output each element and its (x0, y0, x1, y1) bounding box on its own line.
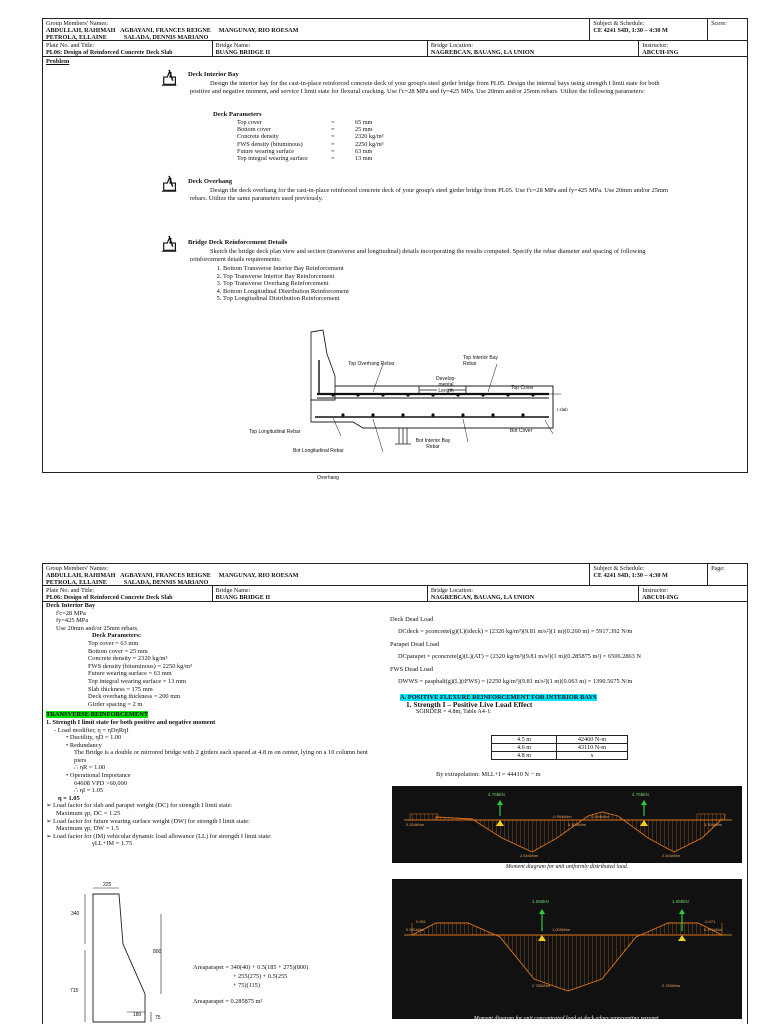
details-list (211, 265, 523, 303)
ductility: Ductility, ηD = 1.00 (69, 734, 122, 742)
param-row: Bottom cover = 25 mm (237, 126, 373, 134)
dc-text: Load factor for slab and parapet weight (DC) for strength I limit state: (52, 802, 233, 810)
param-row: FWS density (bituminous) = 2250 kg/m³ (237, 140, 384, 148)
redundancy-text: The Bridge is a double or mirrored bridge with 2 girders each spaced at 4.8 m on center, lying on a 10 column bent piers (74, 749, 368, 764)
moment-label: 0.971kNm (704, 927, 723, 932)
dim-340: 340 (71, 911, 80, 917)
deck-params-title: Deck Parameters: (92, 632, 142, 640)
fws-dead-load-equation: DWWS = ρasphalt(g)(L)(tFWS) = (2250 kg/m³)(9.81 m/s²)(1 m)(0.063 m) = 1390.5675 N/m (398, 677, 633, 685)
dim-180: 180 (133, 1012, 142, 1018)
param-item: Concrete density = 2320 kg/m³ (88, 655, 168, 663)
interior-bay-title: Deck Interior Bay (46, 602, 96, 609)
label-top-overhang-rebar: Top Overhang Rebar (348, 361, 395, 367)
reaction-label: 4.766kN (488, 792, 505, 797)
param-item: Top integral wearing surface = 13 mm (88, 677, 186, 685)
reaction-label: 1.066kN (672, 899, 689, 904)
label-bot-longitudinal-rebar: Bot Longitudinal Rebar (293, 448, 344, 454)
fy-line: fy=425 MPa (56, 617, 89, 625)
plate-page-1 (42, 18, 748, 481)
deck-params-table (237, 119, 388, 162)
deck-params-list (46, 640, 386, 708)
dim-225: 225 (103, 882, 112, 888)
param-item: Slab thickness = 175 mm (88, 685, 153, 693)
importance: Operational Importance (69, 772, 131, 780)
param-item: Girder spacing = 2 m (88, 700, 143, 708)
dim-715: 715 (70, 988, 79, 994)
score-cell: Score: (711, 20, 727, 27)
moment-label: 2.844kNm (662, 853, 681, 858)
rebar-line: Use 20mm and/or 25mm rebars. (56, 624, 139, 632)
eta-total: η = 1.05 (58, 794, 80, 802)
members-line-1: ABDULLAH, RAHIMAH AGBAYANI, FRANCES REIGNE MANGUNAY, RIO ROESAM (46, 27, 299, 35)
interior-bay-title: Deck Interior Bay (188, 71, 239, 78)
area-result: Areaparapet = 0.285875 m² (193, 998, 263, 1005)
moment-table (491, 735, 628, 760)
overhang-title: Deck Overhang (188, 178, 233, 185)
moment-label: -0.971 (704, 919, 716, 924)
strength-i-title: 1. Strength I – Positive Live Load Effect (406, 700, 533, 710)
transverse-section-title: TRANSVERSE REINFORCEMENT (46, 711, 149, 719)
area-equation-1: Areaparapet = 340(40) + 0.5(185 + 275)(800) (193, 964, 309, 971)
details-text: Sketch the bridge deck plan view and section (transverse and longitudinal) details incorporating the results computed. Specify the rebar diameter and spacing of following reinforcement details requirements: (190, 248, 646, 263)
plate-page-2 (42, 563, 748, 1024)
parapet-sketch (71, 884, 181, 1026)
pencil-hand-icon (161, 69, 179, 87)
header-block (43, 19, 747, 57)
label-developmental-length: Develop- mental Length (435, 376, 456, 394)
ll-text: Load factor for (IM) vehicular dynamic load allowance (LL) for strength I limit state: (52, 832, 272, 840)
deck-section-diagram (223, 324, 583, 469)
dc-value: Maximum γp, DC = 1.25 (56, 810, 121, 818)
label-top-longitudinal-rebar: Top Longitudinal Rebar (249, 429, 301, 435)
load-modifier: Load modifier, η = ηDηRηI (57, 726, 129, 734)
area-equation-2: + 255(275) + 0.5(255 (233, 973, 288, 980)
interior-bay-text: Design the interior bay for the cast-in-place reinforced concrete deck of your group's steel girder bridge from PL05. Design the internal bays using strength I limit state for both positive and negative moment, and service I limit state for flexural cracking. Use f'c=28 MPa and fy=425 MPa. Use 20mm and/or 25mm rebars. Utilize the following parameters: (190, 80, 660, 95)
list-item: 3. Top Transverse Overhang Reinforcement (223, 280, 523, 288)
pencil-hand-icon (161, 235, 179, 253)
moment-diagram-uniform-svg (392, 786, 742, 863)
overhang-text: Design the deck overhang for the cast-in-place reinforced concrete deck of your group's steel girder bridge from PL05. Use f'c=28 MPa and fy=425 MPa. Use 20mm and/or 25mm rebars. Utilize the same parameters used previously. (190, 187, 668, 202)
list-item: 2. Top Transverse Interior Bay Reinforcement (223, 273, 523, 281)
moment-label: 0.304kNm (568, 822, 587, 827)
parapet-dead-load-title: Parapet Dead Load (390, 641, 439, 649)
deck-dead-load-equation: DCdeck = ρconcrete(g)(L)(tdeck) = (2320 kg/m³)(9.81 m/s²)(1 m)(0.260 m) = 5917.392 N/m (398, 627, 633, 635)
label-top-cover: Top Cover (511, 385, 534, 391)
instructor-cell: Instructor: ABCUH-ING (642, 42, 679, 57)
subject-cell: Subject & Schedule: CE 4241 S4D, 1:30 – 4:30 M (590, 564, 708, 585)
moment-diagram-concentrated-svg (392, 879, 742, 1019)
dw-value: Maximum γp, DW = 1.5 (56, 825, 119, 833)
bridge-name-cell: Bridge Name: BUANG BRIDGE II (213, 41, 428, 56)
area-equation-3: + 75)(115) (233, 982, 260, 989)
caption-uniform: Moment diagram for unit uniformly distributed load. (505, 864, 629, 870)
page-cell: Page: (711, 565, 725, 572)
moment-label: 2.844kNm (520, 853, 539, 858)
left-column (46, 602, 386, 848)
caption-concentrated: Moment diagram for unit concentrated load at deck edges representing parapet. (473, 1016, 661, 1022)
label-bot-interior-bay-rebar: Bot Interior Bay Rebar (415, 438, 451, 450)
list-item: 4. Bottom Longitudinal Distribution Reinforcement (223, 288, 523, 296)
moment-label: 2.780kNm (532, 983, 551, 988)
fc-line: f'c=28 MPa (56, 609, 86, 617)
members-line-2: PETROLA, ELLAINE SALADA, DENNIS MARIANO (46, 34, 209, 42)
fws-dead-load-title: FWS Dead Load (390, 666, 433, 674)
param-item: Deck overhang thickness = 200 mm (88, 693, 181, 701)
table-row: 4.5 m 42460 N-m (492, 736, 628, 744)
label-t-slab: t slab (557, 407, 568, 412)
bridge-name-cell: Bridge Name: BUANG BRIDGE II (213, 586, 428, 601)
problem-label: Problem (46, 58, 70, 65)
girder (395, 428, 411, 444)
instructor-cell: Instructor: ABCUH-ING (642, 587, 679, 602)
table-row: 4.8 m x (492, 752, 628, 760)
plate-cell: Plate No. and Title: PL06: Design of Reinforced Concrete Deck Slab (43, 41, 213, 56)
header-block (43, 564, 747, 602)
param-row: Concrete density = 2320 kg/m³ (237, 133, 384, 141)
extrapolation-text: By extrapolation: MLL+I = 44410 N − m (436, 771, 541, 778)
list-item: 5. Top Longitudinal Distribution Reinforcement (223, 295, 523, 303)
param-item: Future wearing surface = 63 mm (88, 670, 172, 678)
dim-800: 800 (153, 949, 162, 955)
ll-value: γLL+IM = 1.75 (92, 840, 133, 848)
moment-diagram-uniform (392, 786, 742, 863)
moment-label: -0.594kNm (590, 814, 610, 819)
param-row: Top cover = 65 mm (237, 119, 373, 126)
param-row: Top integral wearing surface = 13 mm (237, 155, 373, 163)
param-item: Top cover = 63 mm (88, 639, 139, 647)
location-cell: Bridge Location: NAGREBCAN, BAUANG, LA UNION (428, 586, 639, 601)
members-cell: Group Members' Names: ABDULLAH, RAHIMAH AGBAYANI, FRANCES REIGNE MANGUNAY, RIO ROESAM PETROLA, ELLAINE SALADA, DENNIS MARIANO (43, 564, 590, 585)
eta-r: ∴ ηR = 1.00 (74, 764, 106, 772)
location-cell: Bridge Location: NAGREBCAN, BAUANG, LA UNION (428, 41, 639, 56)
moment-label: 1.000kNm (552, 927, 571, 932)
param-row: Future wearing surface = 63 mm (237, 147, 373, 155)
right-column (390, 616, 740, 716)
longitudinal-rebar-dots (331, 393, 534, 416)
moment-label: 2.780kNm (662, 983, 681, 988)
sgirder-text: SGIRDER = 4.8m, Table A4-1: (416, 708, 492, 715)
dim-75: 75 (155, 1015, 161, 1021)
moment-label: 0.951 (416, 919, 427, 924)
list-item: 1. Bottom Transverse Interior Bay Reinforcement (223, 265, 523, 273)
strength-limit-heading: 1. Strength I limit state for both positive and negative moment (46, 718, 216, 726)
param-item: FWS density (bituminous) = 2250 kg/m³ (88, 662, 193, 670)
plate-cell: Plate No. and Title: PL06: Design of Reinforced Concrete Deck Slab (43, 586, 213, 601)
moment-label: 0.304kNm (704, 822, 723, 827)
pencil-hand-icon (161, 175, 179, 193)
details-title: Bridge Deck Reinforcement Details (188, 239, 288, 246)
moment-label: 0.304kNm (406, 822, 425, 827)
reaction-label: 1.066kN (532, 899, 549, 904)
positive-flexure-title: A. POSITIVE FLEXURE REINFORCEMENT FOR INTERIOR BAYS (400, 693, 597, 701)
members-cell (43, 19, 590, 40)
moment-label: 0.951kNm (406, 927, 425, 932)
parapet-dead-load-equation: DCparapet = ρconcrete(g)(L)(AT) = (2320 kg/m³)(9.81 m/s²)(1 m)(0.285875 m²) = 6506.2863 N (398, 652, 641, 660)
label-bot-cover: Bot Cover (510, 428, 533, 434)
moment-diagram-concentrated (392, 879, 742, 1019)
reaction-label: 4.766kN (632, 792, 649, 797)
parapet-outline (311, 330, 335, 400)
label-top-interior-bay-rebar: Top Interior Bay Rebar (463, 355, 499, 367)
load-factors-block: ➢ Load factor for slab and parapet weight (DC) for strength I limit state: Maximum γp, DC = 1.25 ➢ Load factor for future wearing surface weight (DW) for strength I limit state: Maximum γp, DW = 1.5 ➢ Load factor for (IM) vehicular dynamic load allowance (LL) for strength I limit state: γLL+IM = 1.75 (46, 802, 386, 848)
eta-i: ∴ ηI = 1.05 (74, 787, 104, 795)
load-modifier-block: - Load modifier, η = ηDηRηI • Ductility, ηD = 1.00 • Redundancy The Bridge is a double or mirrored bridge with 2 girders each spaced at 4.8 m on center, lying on a 10 column bent piers ∴ ηR = 1.00 • Operational Importance 64608 VPD >60,000 ∴ ηI = 1.05 η = 1.05 (46, 727, 386, 803)
deck-dead-load-title: Deck Dead Load (390, 616, 434, 623)
importance-value: 64608 VPD >60,000 (74, 779, 128, 787)
table-row: 4.6 m 43110 N-m (492, 744, 628, 752)
moment-label: -0.594kNm (552, 814, 572, 819)
dw-text: Load factor for future wearing surface weight (DW) for strength I limit state: (52, 817, 250, 825)
subject-cell: Subject & Schedule: CE 4241 S4D, 1:30 – 4:30 M (590, 19, 708, 40)
redundancy: Redundancy (69, 741, 102, 749)
param-item: Bottom cover = 25 mm (88, 647, 148, 655)
group-label: Group Members' Names: (46, 20, 109, 27)
deck-params-title: Deck Parameters (213, 111, 262, 118)
label-overhang: Overhang (317, 475, 339, 481)
